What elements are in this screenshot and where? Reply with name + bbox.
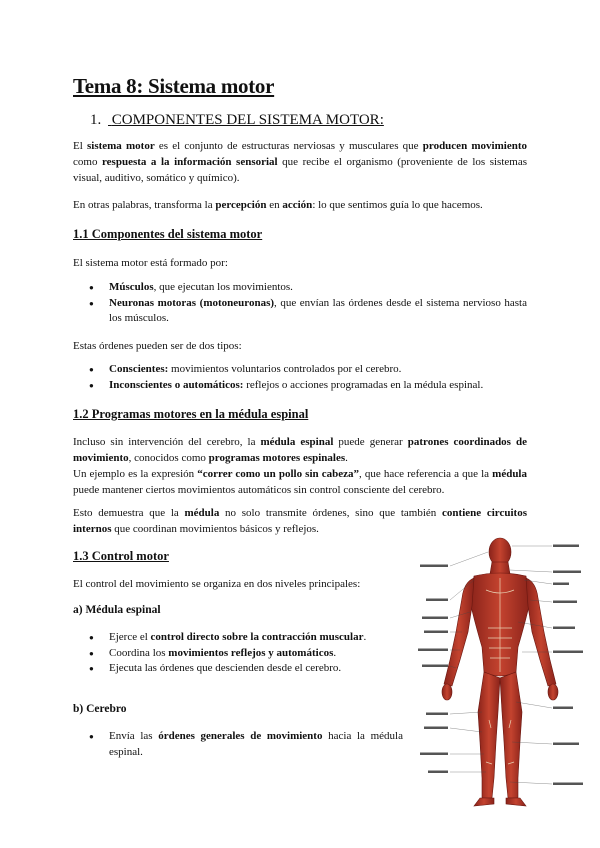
s13-a-list — [73, 630, 403, 677]
page-title: Tema 8: Sistema motor — [73, 74, 275, 98]
list-item: ● Inconscientes o automáticos: reflejos o acciones programadas en la médula espinal. — [73, 378, 527, 394]
subsection-heading-1-1: 1.1 Componentes del sistema motor — [73, 227, 263, 241]
intro-paragraph-1: El sistema motor es el conjunto de estructuras nerviosas y musculares que producen movimiento como respuesta a la información sensorial que recibe el organismo (proveniente de los sistemas visual, auditivo, somático y químico). — [73, 140, 527, 184]
s11-list — [73, 280, 527, 327]
s12-paragraph-2: Esto demuestra que la médula no solo transmite órdenes, sino que también contiene circuitos internos que coordinan movimientos básicos y reflejos. — [73, 507, 527, 535]
s11-lead: El sistema motor está formado por: — [73, 257, 228, 269]
section-title: COMPONENTES DEL SISTEMA MOTOR: — [111, 112, 384, 128]
s13-a-heading: a) Médula espinal — [73, 604, 161, 616]
s11-lead-2: Estas órdenes pueden ser de dos tipos: — [73, 340, 242, 352]
list-item: ● Neuronas motoras (motoneuronas), que envían las órdenes desde el sistema nervioso hasta los músculos. — [73, 296, 527, 327]
subsection-heading-1-2: 1.2 Programas motores en la médula espinal — [73, 407, 309, 421]
subsection-heading-1-3: 1.3 Control motor — [73, 549, 169, 563]
list-item: ● Coordina los movimientos reflejos y automáticos. — [73, 646, 403, 662]
s13-b-list — [73, 729, 403, 760]
list-item: ● Músculos, que ejecutan los movimientos. — [73, 280, 527, 296]
intro-paragraph-2: En otras palabras, transforma la percepción en acción: lo que sentimos guía lo que hacemos. — [73, 199, 483, 211]
s13-b-heading: b) Cerebro — [73, 703, 127, 715]
s12-paragraph-1: Incluso sin intervención del cerebro, la médula espinal puede generar patrones coordinados de movimiento, conocidos como programas motores espinales. Un ejemplo es la expresión “correr como un pollo sin cabeza”, que hace referencia a que la médula puede mantener ciertos movimientos automáticos sin control consciente del cerebro. — [73, 436, 527, 496]
list-item: ● Envía las órdenes generales de movimiento hacia la médula espinal. — [73, 729, 403, 760]
s11-list-2 — [73, 362, 527, 393]
list-item: ● Ejecuta las órdenes que descienden desde el cerebro. — [73, 661, 403, 677]
list-item: ● Conscientes: movimientos voluntarios controlados por el cerebro. — [73, 362, 527, 378]
list-item: ● Ejerce el control directo sobre la contracción muscular. — [73, 630, 403, 646]
s13-lead: El control del movimiento se organiza en dos niveles principales: — [73, 578, 361, 590]
muscular-system-illustration — [412, 532, 590, 814]
section-heading-1 — [90, 112, 384, 129]
section-number: 1. — [90, 112, 102, 128]
